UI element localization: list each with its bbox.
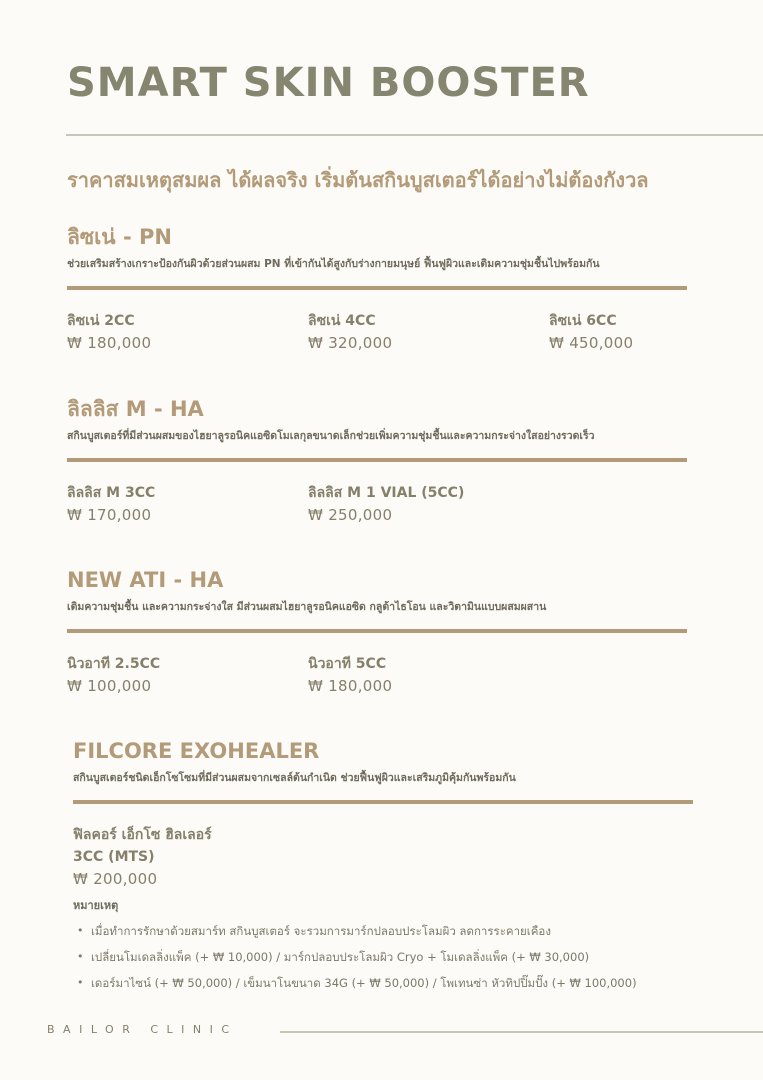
section-heading: ลิซเน่ - PN bbox=[67, 225, 172, 249]
page-title: SMART SKIN BOOSTER bbox=[67, 60, 590, 106]
section-heading: NEW ATI - HA bbox=[67, 568, 224, 592]
price-item bbox=[67, 653, 160, 697]
item-name: ลิซเน่ 2CC bbox=[67, 313, 135, 329]
note-text: เดอร์มาไซน์ (+ ₩ 50,000) / เข็มนาโนขนาด 34G (+ ₩ 50,000) / โพเทนซ่า หัวทิปปิ๊มปั๊ง (+ ₩ 100,000) bbox=[91, 976, 637, 990]
note-item bbox=[73, 944, 693, 970]
item-price: ₩ 200,000 bbox=[73, 870, 158, 888]
section-description: เติมความชุ่มชื้น และความกระจ่างใส มีส่วนผสมไฮยาลูรอนิคแอซิด กลูต้าไธโอน และวิตามินแบบผสมผสาน bbox=[67, 601, 547, 613]
note-item bbox=[73, 918, 693, 944]
notes-list bbox=[73, 918, 693, 996]
item-price: ₩ 180,000 bbox=[67, 334, 152, 352]
item-name: นิวอาที 2.5CC bbox=[67, 656, 161, 672]
footer-brand: BAILOR CLINIC bbox=[47, 1023, 238, 1036]
price-item bbox=[308, 310, 392, 354]
item-name: นิวอาที 5CC bbox=[308, 656, 387, 672]
section-description: ช่วยเสริมสร้างเกราะป้องกันผิวด้วยส่วนผสม PN ที่เข้ากันได้สูงกับร่างกายมนุษย์ ฟื้นฟูผิวและเติมความชุ่มชื้นไปพร้อมกัน bbox=[67, 258, 600, 270]
section-divider bbox=[67, 286, 687, 290]
item-price: ₩ 180,000 bbox=[308, 677, 393, 695]
footer-divider bbox=[280, 1031, 763, 1033]
price-item bbox=[308, 482, 464, 526]
section-divider bbox=[67, 629, 687, 633]
bullet-icon: • bbox=[77, 950, 84, 963]
section-divider bbox=[73, 800, 693, 804]
notes-section bbox=[73, 898, 693, 996]
note-text: เมื่อทำการรักษาด้วยสมาร์ท สกินบูสเตอร์ จะรวมการมาร์กปลอบประโลมผิว ลดการระคายเคือง bbox=[91, 924, 551, 938]
section-heading: FILCORE EXOHEALER bbox=[73, 739, 320, 763]
section-description: สกินบูสเตอร์ชนิดเอ็กโซโซมที่มีส่วนผสมจากเซลล์ต้นกำเนิด ช่วยฟื้นฟูผิวและเสริมภูมิคุ้มกันพร้อมกัน bbox=[73, 772, 516, 784]
price-item bbox=[549, 310, 633, 354]
bullet-icon: • bbox=[77, 976, 84, 989]
item-name: ลิลลิส M 3CC bbox=[67, 485, 156, 501]
item-name: ฟิลคอร์ เอ็กโซ ฮิลเลอร์ bbox=[73, 827, 212, 843]
price-item bbox=[73, 824, 212, 890]
item-name: ลิซเน่ 6CC bbox=[549, 313, 617, 329]
section-filcore-exohealer bbox=[73, 738, 693, 888]
item-name: ลิลลิส M 1 VIAL (5CC) bbox=[308, 485, 465, 501]
note-text: เปลี่ยนโมเดลลิ่งแพ็ค (+ ₩ 10,000) / มาร์กปลอบประโลมผิว Cryo + โมเดลลิ่งแพ็ค (+ ₩ 30,000) bbox=[91, 950, 590, 964]
section-lilis-m-ha bbox=[67, 396, 687, 524]
page-subtitle: ราคาสมเหตุสมผล ได้ผลจริง เริ่มต้นสกินบูสเตอร์ได้อย่างไม่ต้องกังวล bbox=[67, 168, 649, 192]
item-size: 3CC (MTS) bbox=[73, 849, 155, 865]
section-description: สกินบูสเตอร์ที่มีส่วนผสมของไฮยาลูรอนิคแอซิดโมเลกุลขนาดเล็กช่วยเพิ่มความชุ่มชื้นและความกระจ่างใสอย่างรวดเร็ว bbox=[67, 430, 595, 442]
item-price: ₩ 450,000 bbox=[549, 334, 634, 352]
section-lisne-pn bbox=[67, 224, 687, 352]
item-price: ₩ 100,000 bbox=[67, 677, 152, 695]
bullet-icon: • bbox=[77, 924, 84, 937]
title-divider bbox=[66, 134, 763, 136]
item-price: ₩ 170,000 bbox=[67, 506, 152, 524]
notes-title: หมายเหตุ bbox=[73, 899, 119, 912]
price-item bbox=[67, 310, 151, 354]
price-item bbox=[67, 482, 155, 526]
section-heading: ลิลลิส M - HA bbox=[67, 397, 204, 421]
price-item bbox=[308, 653, 392, 697]
section-divider bbox=[67, 458, 687, 462]
note-item bbox=[73, 970, 693, 996]
item-name: ลิซเน่ 4CC bbox=[308, 313, 376, 329]
item-price: ₩ 320,000 bbox=[308, 334, 393, 352]
item-price: ₩ 250,000 bbox=[308, 506, 393, 524]
section-new-ati-ha bbox=[67, 567, 687, 695]
